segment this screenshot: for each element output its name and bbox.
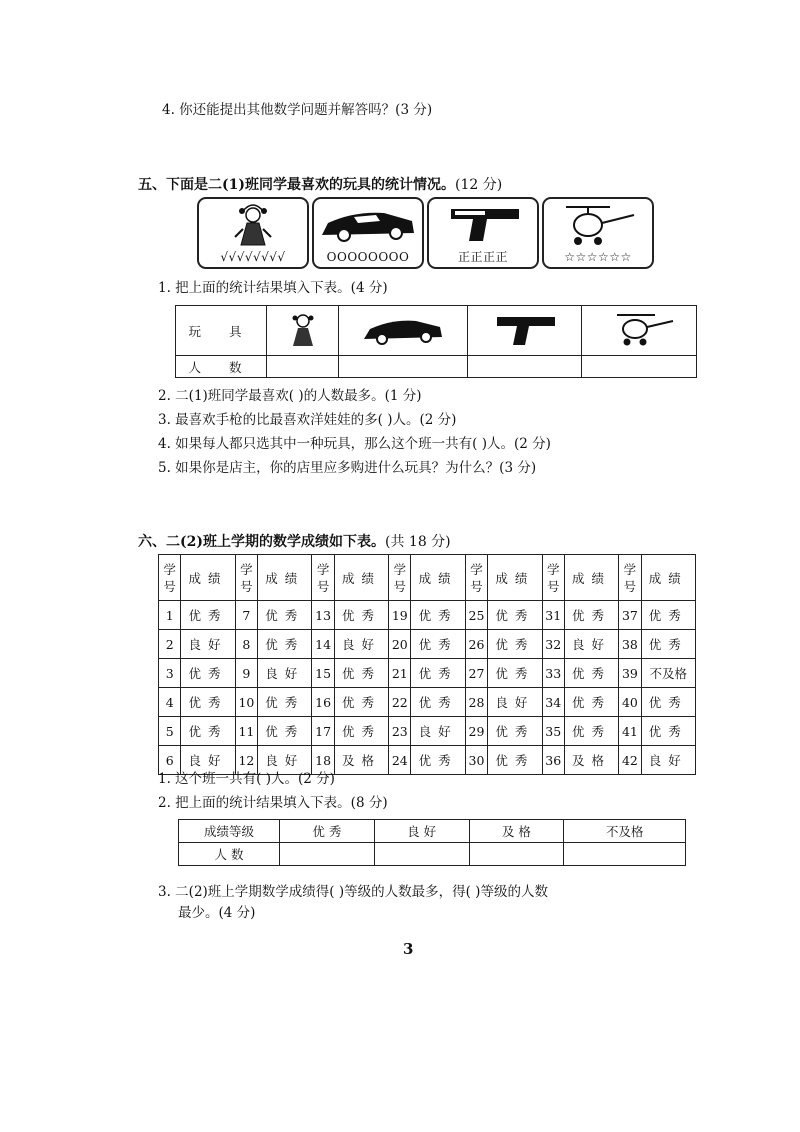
tally-car: OOOOOOOO (326, 250, 410, 264)
grades-table (158, 554, 696, 775)
tally-doll: √√√√√√√√ (220, 250, 286, 264)
student-id: 15 (312, 659, 334, 688)
student-id: 37 (619, 601, 641, 630)
student-grade: 良好 (641, 746, 695, 775)
section-6-q3-line1: 3. 二(2)班上学期数学成绩得( )等级的人数最多，得( )等级的人数 (158, 884, 548, 900)
student-grade: 优秀 (334, 659, 388, 688)
student-id: 38 (619, 630, 641, 659)
student-grade: 优秀 (641, 630, 695, 659)
student-grade: 优秀 (564, 717, 618, 746)
student-id: 19 (389, 601, 411, 630)
student-id: 16 (312, 688, 334, 717)
header-grade: 成绩 (641, 555, 695, 601)
header-grade: 成绩 (411, 555, 465, 601)
table-row (159, 601, 696, 630)
table-row (159, 688, 696, 717)
grade-fail-header: 不及格 (564, 820, 686, 843)
student-id: 21 (389, 659, 411, 688)
section-6-q1: 1. 这个班一共有( )人。(2 分) (158, 771, 335, 787)
toy-gun-icon (485, 309, 565, 349)
student-grade: 优秀 (488, 659, 542, 688)
question-4-previous: 4. 你还能提出其他数学问题并解答吗？(3 分) (162, 102, 433, 118)
student-grade: 及格 (564, 746, 618, 775)
section-5-title (138, 174, 502, 194)
count-fail-cell[interactable] (564, 843, 686, 866)
count-excellent-cell[interactable] (280, 843, 375, 866)
grade-excellent-header: 优 秀 (280, 820, 375, 843)
section-6-title (138, 531, 451, 551)
student-grade: 优秀 (181, 601, 235, 630)
section-6-points: (共 18 分) (385, 534, 451, 550)
student-grade: 良好 (488, 688, 542, 717)
section-5-q2: 2. 二(1)班同学最喜欢( )的人数最多。(1 分) (158, 388, 422, 404)
grade-count-label: 人 数 (179, 843, 280, 866)
section-5-points: (12 分) (455, 177, 503, 193)
student-grade: 优秀 (258, 601, 312, 630)
toy-header-label: 玩 具 (176, 306, 267, 356)
grades-header-row (159, 555, 696, 601)
section-5-q3: 3. 最喜欢手枪的比最喜欢洋娃娃的多( )人。(2 分) (158, 412, 457, 428)
table-row (159, 717, 696, 746)
student-id: 31 (542, 601, 564, 630)
student-id: 39 (619, 659, 641, 688)
student-id: 1 (159, 601, 181, 630)
student-id: 36 (542, 746, 564, 775)
grade-count-table (178, 819, 686, 866)
section-5-q4: 4. 如果每人都只选其中一种玩具，那么这个班一共有( )人。(2 分) (158, 436, 551, 452)
student-id: 9 (235, 659, 257, 688)
toy-helicopter-icon (544, 199, 652, 249)
student-id: 7 (235, 601, 257, 630)
student-id: 8 (235, 630, 257, 659)
student-id: 24 (389, 746, 411, 775)
grade-level-header: 成绩等级 (179, 820, 280, 843)
student-grade: 良好 (181, 746, 235, 775)
student-grade: 优秀 (334, 688, 388, 717)
student-grade: 优秀 (411, 601, 465, 630)
student-grade: 优秀 (258, 630, 312, 659)
count-cell-doll[interactable] (267, 356, 339, 378)
toy-count-table (175, 305, 697, 378)
student-grade: 良好 (334, 630, 388, 659)
student-grade: 优秀 (564, 601, 618, 630)
toy-car-icon (314, 199, 422, 249)
table-row (159, 630, 696, 659)
section-6-heading: 六、二(2)班上学期的数学成绩如下表。 (138, 534, 385, 550)
header-grade: 成绩 (488, 555, 542, 601)
student-grade: 优秀 (258, 688, 312, 717)
student-id: 3 (159, 659, 181, 688)
tally-helicopter: ☆☆☆☆☆☆ (564, 250, 632, 264)
student-id: 40 (619, 688, 641, 717)
student-id: 13 (312, 601, 334, 630)
student-grade: 优秀 (488, 717, 542, 746)
count-good-cell[interactable] (374, 843, 469, 866)
student-grade: 优秀 (411, 630, 465, 659)
header-id: 学号 (389, 555, 411, 601)
toy-gun-icon (429, 199, 537, 249)
student-id: 34 (542, 688, 564, 717)
student-id: 18 (312, 746, 334, 775)
count-row-label: 人 数 (176, 356, 267, 378)
section-6-q2: 2. 把上面的统计结果填入下表。(8 分) (158, 795, 388, 811)
student-grade: 不及格 (641, 659, 695, 688)
header-grade: 成绩 (334, 555, 388, 601)
grade-good-header: 良 好 (374, 820, 469, 843)
student-grade: 优秀 (334, 601, 388, 630)
doll-icon (199, 199, 307, 249)
header-id: 学号 (542, 555, 564, 601)
student-grade: 优秀 (411, 688, 465, 717)
student-grade: 优秀 (258, 717, 312, 746)
section-5-q5: 5. 如果你是店主，你的店里应多购进什么玩具？为什么？(3 分) (158, 460, 537, 476)
student-grade: 优秀 (181, 659, 235, 688)
student-grade: 良好 (258, 746, 312, 775)
student-id: 11 (235, 717, 257, 746)
toy-car-icon (358, 309, 448, 349)
toy-cell-car (339, 306, 468, 356)
student-grade: 良好 (258, 659, 312, 688)
toy-cell-doll (267, 306, 339, 356)
card-gun (427, 197, 539, 269)
student-grade: 优秀 (488, 630, 542, 659)
student-grade: 良好 (181, 630, 235, 659)
student-grade: 优秀 (488, 601, 542, 630)
tally-gun: 正正正正 (457, 250, 508, 264)
student-id: 23 (389, 717, 411, 746)
count-cell-helicopter[interactable] (582, 356, 697, 378)
student-grade: 优秀 (411, 746, 465, 775)
page-number: 3 (403, 940, 414, 958)
header-id: 学号 (465, 555, 487, 601)
header-id: 学号 (312, 555, 334, 601)
header-grade: 成绩 (564, 555, 618, 601)
toy-cell-gun (467, 306, 582, 356)
doll-icon (278, 309, 328, 349)
student-id: 22 (389, 688, 411, 717)
count-cell-gun[interactable] (467, 356, 582, 378)
count-pass-cell[interactable] (469, 843, 564, 866)
section-5-q1: 1. 把上面的统计结果填入下表。(4 分) (158, 280, 388, 296)
student-id: 41 (619, 717, 641, 746)
student-grade: 优秀 (181, 688, 235, 717)
student-id: 10 (235, 688, 257, 717)
student-id: 33 (542, 659, 564, 688)
toy-cell-helicopter (582, 306, 697, 356)
student-grade: 良好 (411, 717, 465, 746)
student-id: 14 (312, 630, 334, 659)
student-grade: 及格 (334, 746, 388, 775)
header-grade: 成绩 (258, 555, 312, 601)
header-id: 学号 (619, 555, 641, 601)
student-grade: 优秀 (411, 659, 465, 688)
student-id: 12 (235, 746, 257, 775)
student-grade: 优秀 (564, 659, 618, 688)
student-id: 5 (159, 717, 181, 746)
student-grade: 优秀 (641, 601, 695, 630)
student-id: 17 (312, 717, 334, 746)
student-id: 4 (159, 688, 181, 717)
grade-pass-header: 及 格 (469, 820, 564, 843)
section-6-q3-line2: 最少。(4 分) (178, 905, 256, 921)
student-grade: 优秀 (641, 717, 695, 746)
table-row (159, 659, 696, 688)
toy-tally-cards (197, 197, 650, 267)
student-grade: 优秀 (641, 688, 695, 717)
student-id: 28 (465, 688, 487, 717)
count-cell-car[interactable] (339, 356, 468, 378)
header-grade: 成绩 (181, 555, 235, 601)
student-id: 26 (465, 630, 487, 659)
toy-helicopter-icon (599, 309, 679, 349)
student-grade: 良好 (564, 630, 618, 659)
student-grade: 优秀 (181, 717, 235, 746)
student-id: 30 (465, 746, 487, 775)
header-id: 学号 (235, 555, 257, 601)
card-car (312, 197, 424, 269)
student-id: 29 (465, 717, 487, 746)
student-id: 32 (542, 630, 564, 659)
student-id: 25 (465, 601, 487, 630)
student-grade: 优秀 (488, 746, 542, 775)
student-id: 27 (465, 659, 487, 688)
section-5-heading: 五、下面是二(1)班同学最喜欢的玩具的统计情况。 (138, 177, 455, 193)
header-id: 学号 (159, 555, 181, 601)
student-id: 35 (542, 717, 564, 746)
card-doll (197, 197, 309, 269)
student-id: 6 (159, 746, 181, 775)
student-id: 42 (619, 746, 641, 775)
student-id: 20 (389, 630, 411, 659)
student-grade: 优秀 (564, 688, 618, 717)
student-grade: 优秀 (334, 717, 388, 746)
card-helicopter (542, 197, 654, 269)
student-id: 2 (159, 630, 181, 659)
